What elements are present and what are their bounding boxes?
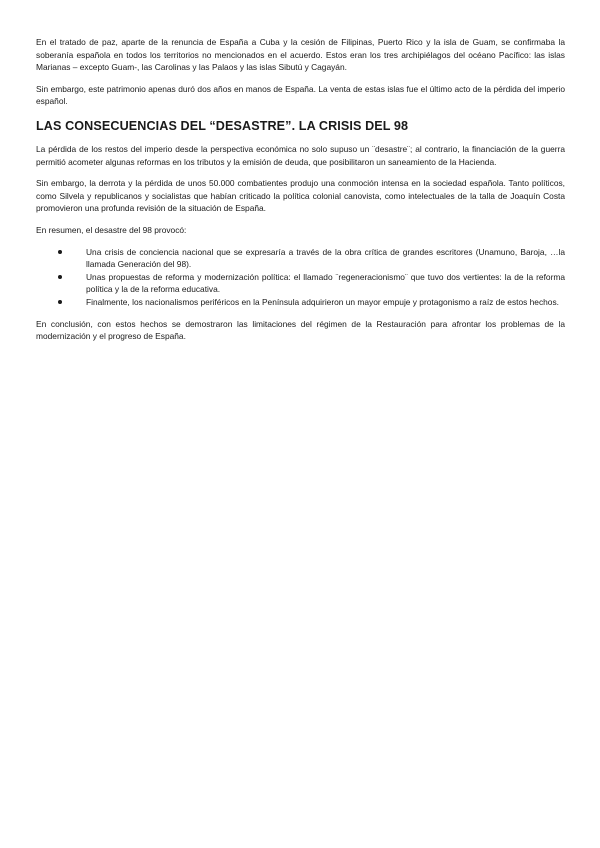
bullet-icon	[58, 250, 62, 254]
list-item-text: Unas propuestas de reforma y modernización política: el llamado ¨regeneracionismo¨ que tuvo dos vertientes: la de la reforma política y la de la reforma educativa.	[86, 271, 565, 295]
paragraph-social-impact: Sin embargo, la derrota y la pérdida de unos 50.000 combatientes produjo una conmoción intensa en la sociedad española. Tanto políticos, como Silvela y republicanos y socialistas que habían criticado la política colonial canovista, como intelectuales de la talla de Joaquín Costa promovieron una profunda revisión de la situación de España.	[36, 178, 565, 214]
bullet-icon	[58, 275, 62, 279]
list-item-text: Una crisis de conciencia nacional que se expresaría a través de la obra crítica de grandes escritores (Unamuno, Baroja, …la llamada Generación del 98).	[86, 246, 565, 270]
paragraph-islands-sale: Sin embargo, este patrimonio apenas duró dos años en manos de España. La venta de estas islas fue el último acto de la pérdida del imperio español.	[36, 83, 565, 107]
section-heading: LAS CONSECUENCIAS DEL “DESASTRE”. LA CRISIS DEL 98	[36, 118, 409, 133]
list-item	[86, 271, 565, 296]
bullet-icon	[58, 300, 62, 304]
list-item	[86, 246, 565, 271]
paragraph-summary-intro: En resumen, el desastre del 98 provocó:	[36, 224, 187, 235]
list-item-text: Finalmente, los nacionalismos periféricos en la Península adquirieron un mayor empuje y protagonismo a raíz de estos hechos.	[86, 296, 559, 307]
consequences-list	[36, 246, 565, 309]
paragraph-economic: La pérdida de los restos del imperio desde la perspectiva económica no solo supuso un ¨desastre¨; al contrario, la financiación de la guerra permitió acometer algunas reformas en los tributos y la emisión de deuda, que posibilitaron un saneamiento de la Hacienda.	[36, 143, 565, 167]
paragraph-conclusion: En conclusión, con estos hechos se demostraron las limitaciones del régimen de la Restauración para afrontar los problemas de la modernización y el progreso de España.	[36, 318, 565, 342]
paragraph-treaty: En el tratado de paz, aparte de la renuncia de España a Cuba y la cesión de Filipinas, Puerto Rico y la isla de Guam, se confirmaba la soberanía española en todos los territorios no mencionados en el acuerdo. Estos eran los tres archipiélagos del océano Pacífico: las islas Marianas – excepto Guam-, las Carolinas y las Palaos y las islas Sibutú y Cagayán.	[36, 37, 565, 73]
list-item	[86, 296, 565, 309]
